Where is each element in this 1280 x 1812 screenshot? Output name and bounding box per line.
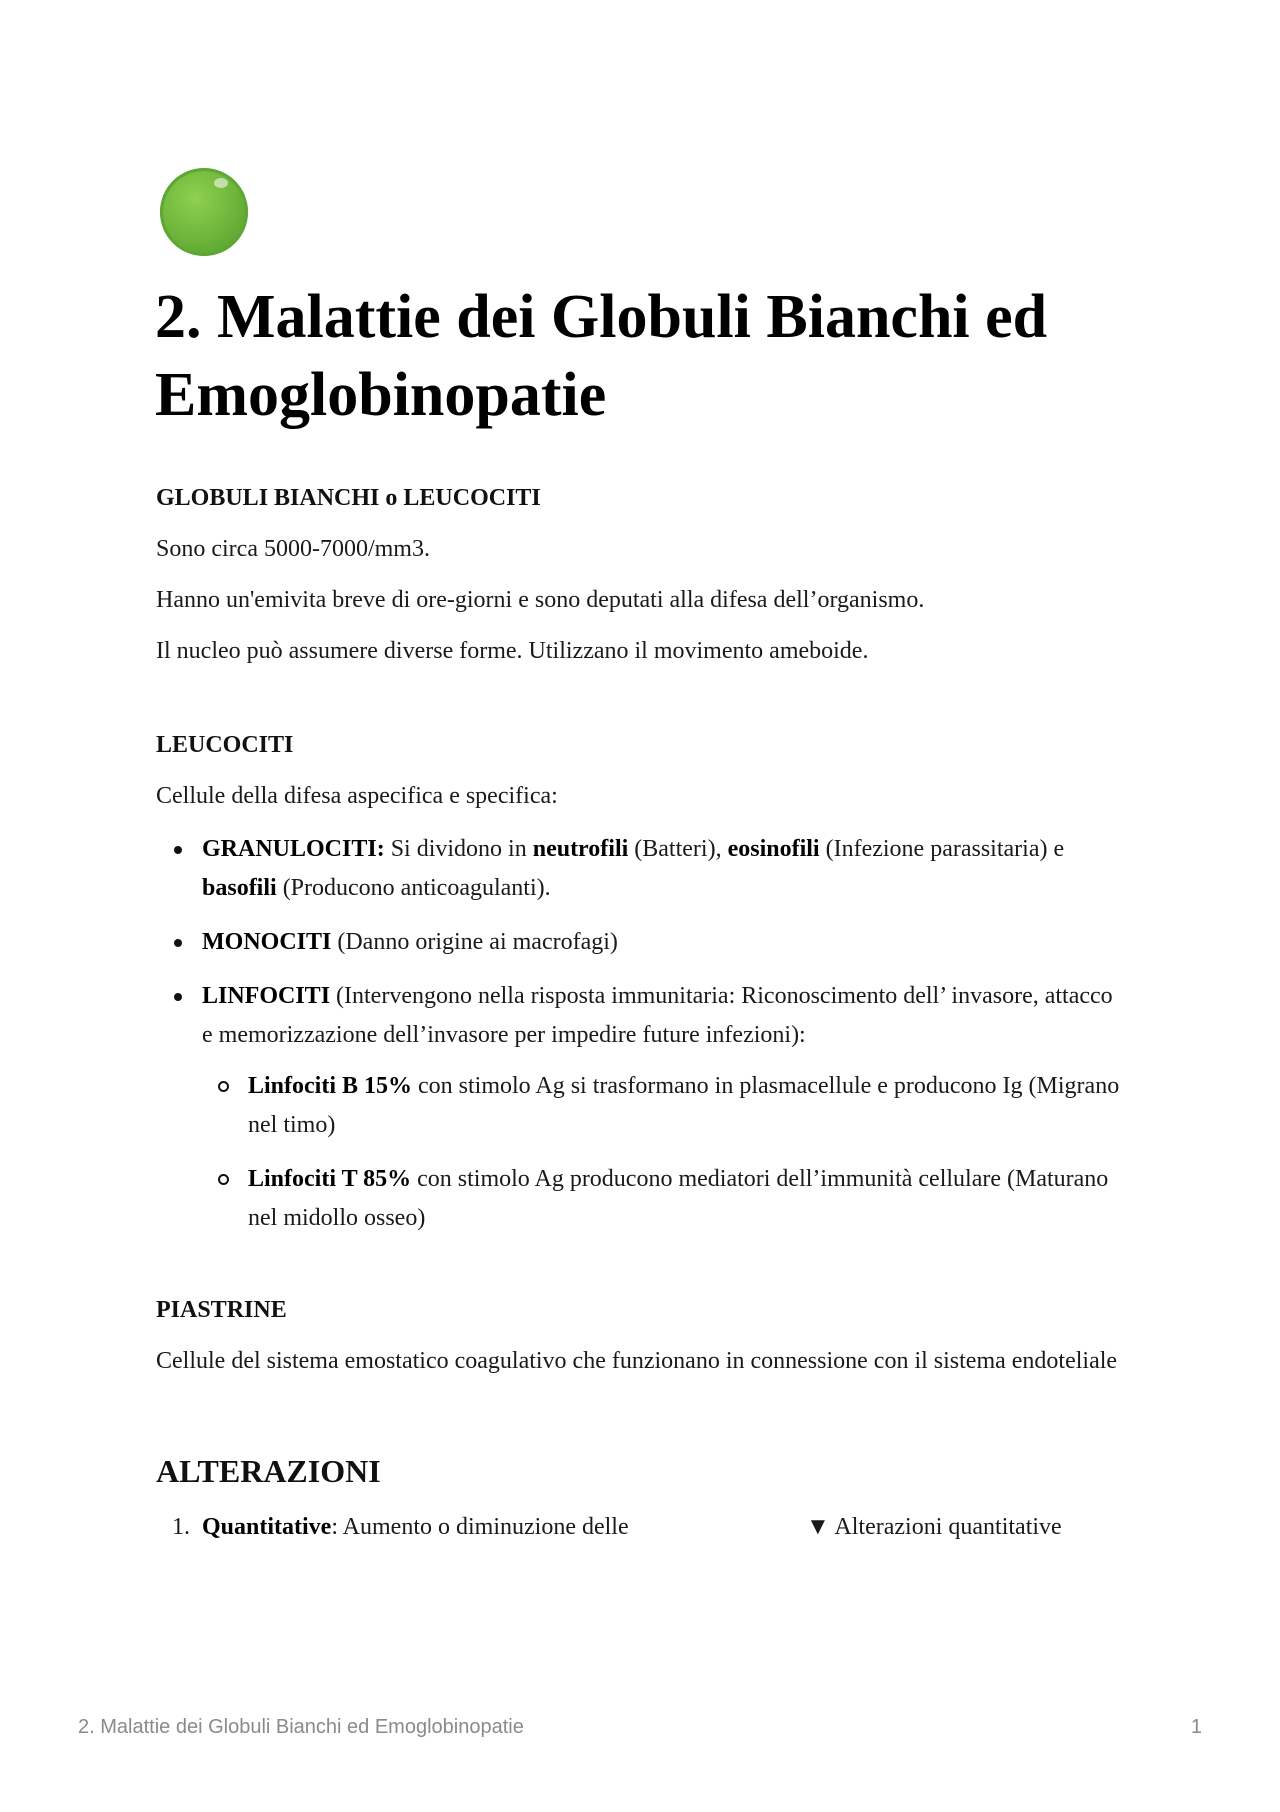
- bullet-icon: [174, 846, 182, 854]
- section-heading-alterazioni: ALTERAZIONI: [156, 1453, 381, 1489]
- toggle-alterazioni-quantitative[interactable]: ▼ Alterazioni quantitative: [806, 1514, 1062, 1540]
- footer-title: 2. Malattie dei Globuli Bianchi ed Emoglobinopatie: [78, 1716, 524, 1738]
- section-heading-globuli: GLOBULI BIANCHI o LEUCOCITI: [156, 485, 541, 511]
- green-circle-icon: [160, 168, 248, 256]
- list-item-linfociti-b: Linfociti B 15% con stimolo Ag si trasformano in plasmacellule e producono Ig (Migrano nel timo): [202, 1067, 1126, 1145]
- section-heading-piastrine: PIASTRINE: [156, 1297, 287, 1323]
- list-item-linfociti-t: Linfociti T 85% con stimolo Ag producono mediatori dell’immunità cellulare (Maturano nel midollo osseo): [202, 1160, 1126, 1238]
- hollow-bullet-icon: [218, 1174, 229, 1185]
- list-item-monociti: MONOCITI (Danno origine ai macrofagi): [156, 923, 1126, 962]
- numbered-list-item: 1. Quantitative: Aumento o diminuzione delle ▼ Alterazioni quantitative: [156, 1507, 1126, 1547]
- page-footer: [78, 1713, 1202, 1741]
- paragraph: Cellule della difesa aspecifica e specifica:: [156, 783, 558, 809]
- document-body: [156, 478, 1126, 1547]
- hollow-bullet-icon: [218, 1081, 229, 1092]
- list-item-linfociti: LINFOCITI (Intervengono nella risposta immunitaria: Riconoscimento dell’ invasore, attacco e memorizzazione dell’invasore per impedire future infezioni): Linfociti B 15% con stimolo Ag si trasformano in plasmacellule e producono Ig (Migrano nel timo) Linfociti T 85% con stimolo Ag producono mediatori dell’immunità cellulare (Maturano nel midollo osseo): [156, 977, 1126, 1238]
- list-item-granulociti: GRANULOCITI: Si dividono in neutrofili (Batteri), eosinofili (Infezione parassitaria) e basofili (Producono anticoagulanti).: [156, 830, 1126, 908]
- linfociti-sublist: [202, 1067, 1126, 1238]
- paragraph: Cellule del sistema emostatico coagulativo che funzionano in connessione con il sistema endoteliale: [156, 1348, 1118, 1374]
- page-number: 1: [1190, 1716, 1202, 1738]
- paragraph: Il nucleo può assumere diverse forme. Utilizzano il movimento ameboide.: [156, 638, 869, 664]
- bullet-icon: [174, 993, 182, 1001]
- page-title: 2. Malattie dei Globuli Bianchi ed Emoglobinopatie: [155, 283, 1048, 429]
- paragraph: Hanno un'emivita breve di ore-giorni e sono deputati alla difesa dell’organismo.: [156, 587, 925, 613]
- bullet-icon: [174, 939, 182, 947]
- leucociti-list: [156, 830, 1126, 1238]
- paragraph: Sono circa 5000-7000/mm3.: [156, 536, 430, 562]
- section-heading-leucociti: LEUCOCITI: [156, 732, 294, 758]
